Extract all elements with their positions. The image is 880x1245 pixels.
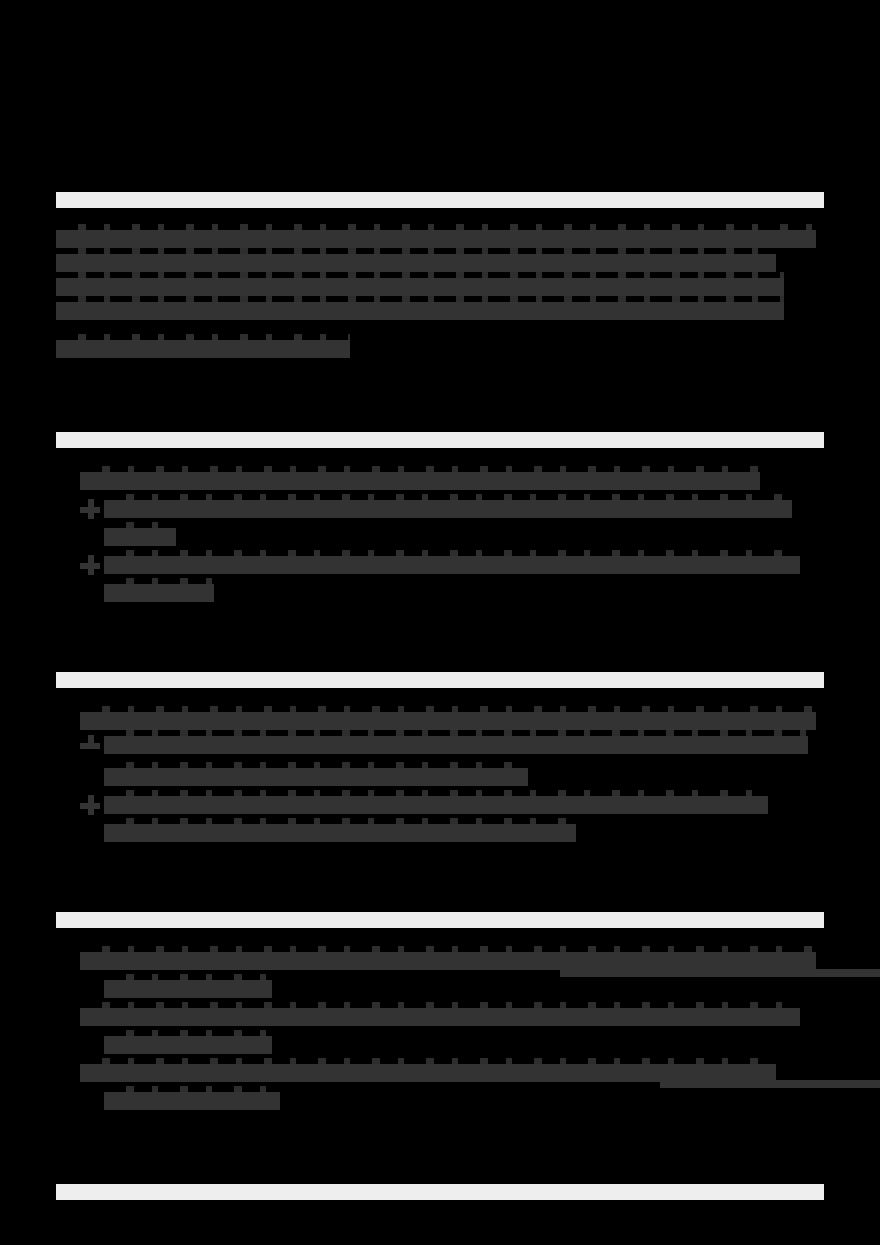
redacted-text-line [56,254,776,272]
redacted-list-item-line [80,1008,800,1026]
redacted-line-extension [660,1080,880,1088]
redacted-text-line [56,278,784,296]
redacted-list-item-line [104,796,768,814]
plus-bullet-icon [80,795,100,815]
redacted-list-item-line [104,824,576,842]
redacted-list-item-line [104,584,214,602]
heading-1-bar [56,192,824,208]
plus-bullet-icon [80,499,100,519]
redacted-text-line [56,230,816,248]
redacted-list-item-line [104,768,528,786]
redacted-list-item-line [104,556,800,574]
redacted-list-item-line [104,528,176,546]
redacted-list-item-line [104,1036,272,1054]
heading-4-bar [56,912,824,928]
redacted-line-extension [560,969,880,977]
redacted-list-item-line [104,500,792,518]
redacted-list-item-line [104,736,808,754]
heading-5-bar [56,1184,824,1200]
redacted-list-item-line [80,952,816,970]
heading-3-bar [56,672,824,688]
redacted-list-item-line [104,1092,280,1110]
redacted-text-line [56,302,784,320]
redacted-list-item-line [104,980,272,998]
dash-bullet-icon [80,735,100,755]
redacted-list-intro [80,472,760,490]
heading-2-bar [56,432,824,448]
redacted-list-intro [80,712,816,730]
plus-bullet-icon [80,555,100,575]
redacted-text-line [56,340,350,358]
